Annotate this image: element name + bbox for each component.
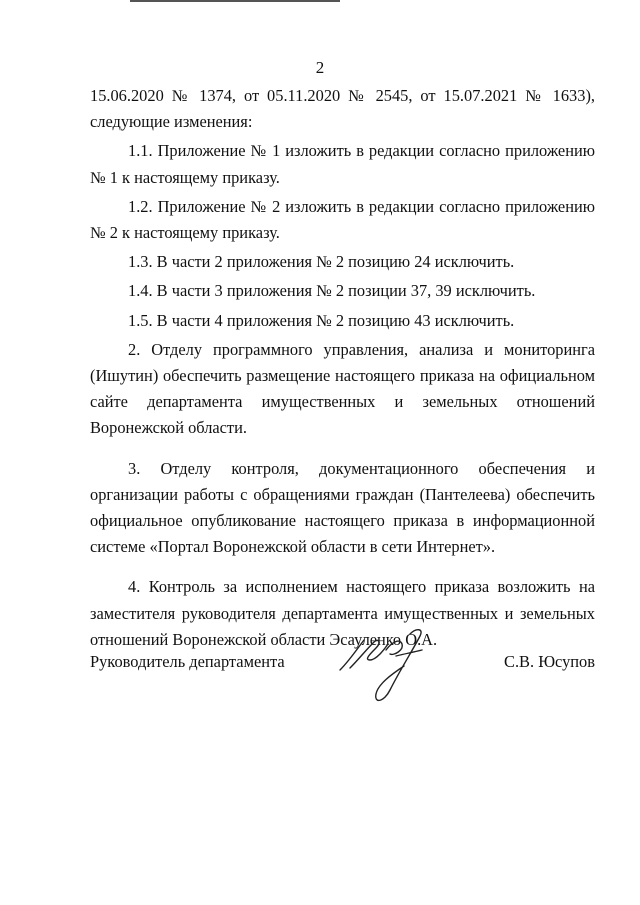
- paragraph-1-5: 1.5. В части 4 приложения № 2 позицию 43 исключить.: [128, 310, 515, 330]
- paragraph-4: 4. Контроль за исполнением настоящего приказа возложить на заместителя руководителя департамента имущественных и земельных отношений Воронежской области Эсауленко О.А.: [90, 577, 595, 649]
- paragraph-intro: 15.06.2020 № 1374, от 05.11.2020 № 2545, от 15.07.2021 № 1633), следующие изменения:: [90, 86, 595, 132]
- paragraph-1-3: 1.3. В части 2 приложения № 2 позицию 24 исключить.: [128, 252, 515, 272]
- paragraph-1-2: 1.2. Приложение № 2 изложить в редакции согласно приложению № 2 к настоящему приказу.: [90, 196, 595, 243]
- signature-block: [90, 652, 595, 692]
- document-body: [90, 83, 595, 653]
- paragraph-1-4: 1.4. В части 3 приложения № 2 позиции 37, 39 исключить.: [128, 281, 536, 301]
- page-number: 2: [315, 58, 325, 77]
- paragraph-2: 2. Отделу программного управления, анализа и мониторинга (Ишутин) обеспечить размещение настоящего приказа на официальном сайте департамента имущественных и земельных отношений Воронежской области.: [90, 339, 595, 438]
- paragraph-3: 3. Отделу контроля, документационного обеспечения и организации работы с обращениями граждан (Пантелеева) обеспечить официальное опубликование настоящего приказа в информационной системе «Портал Воронежской области в сети Интернет».: [90, 458, 595, 557]
- page-top-line: [130, 0, 340, 2]
- paragraph-1-1: 1.1. Приложение № 1 изложить в редакции согласно приложению № 1 к настоящему приказу.: [90, 141, 595, 187]
- signatory-name: С.В. Юсупов: [504, 652, 595, 671]
- signatory-position: Руководитель департамента: [90, 652, 285, 671]
